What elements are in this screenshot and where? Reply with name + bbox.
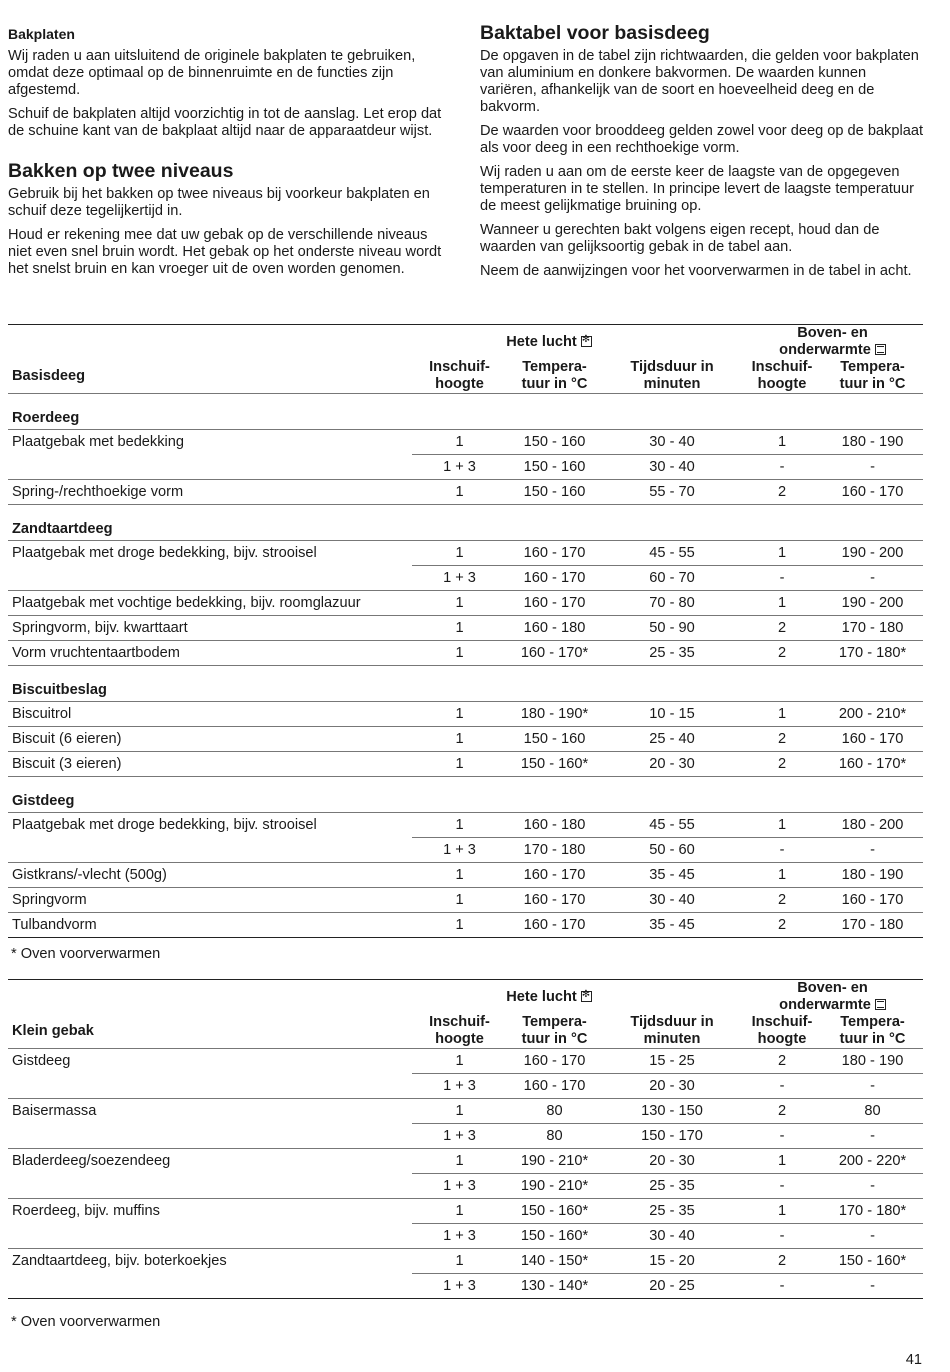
cell-value: 1	[412, 1149, 507, 1174]
cell-value: 150 - 160*	[507, 1224, 602, 1249]
section-title: Zandtaartdeeg	[8, 505, 923, 541]
table-row	[8, 616, 923, 641]
table-row	[8, 1174, 923, 1199]
cell-value: -	[742, 1224, 822, 1249]
column-header: Tempera- tuur in °C	[507, 1014, 602, 1049]
table-row	[8, 813, 923, 838]
table-row	[8, 541, 923, 566]
cell-value: 170 - 180	[822, 913, 923, 938]
cell-value: 150 - 160	[507, 455, 602, 480]
column-header: Inschuif- hoogte	[412, 1014, 507, 1049]
cell-value: 180 - 190	[822, 1049, 923, 1074]
cell-value: -	[822, 1124, 923, 1149]
cell-value: 1	[742, 1199, 822, 1224]
cell-value: 150 - 160	[507, 430, 602, 455]
cell-value: 1	[412, 480, 507, 505]
cell-value: 1	[742, 430, 822, 455]
column-header: Inschuif- hoogte	[412, 359, 507, 394]
cell-value: 25 - 35	[602, 1199, 742, 1224]
cell-value: 2	[742, 913, 822, 938]
cell-value: 190 - 200	[822, 541, 923, 566]
cell-value: 1	[742, 702, 822, 727]
cell-value: 30 - 40	[602, 455, 742, 480]
cell-value: 1 + 3	[412, 455, 507, 480]
cell-value: 55 - 70	[602, 480, 742, 505]
cell-value: 2	[742, 752, 822, 777]
page	[8, 0, 923, 1330]
row-label: Bladerdeeg/soezendeeg	[12, 1153, 171, 1170]
cell-value: 1	[742, 863, 822, 888]
cell-value: 160 - 170	[507, 863, 602, 888]
cell-value: 20 - 25	[602, 1274, 742, 1299]
fan-icon	[581, 336, 592, 347]
cell-value: 160 - 170	[507, 541, 602, 566]
row-label: Springvorm	[8, 888, 412, 913]
paragraph: De opgaven in de tabel zijn richtwaarden, die gelden voor bakplaten van aluminium en donkere bakvormen. De waarden kunnen variëren, afhankelijk van de soort en hoeveelheid deeg en de bakvorm.	[480, 48, 919, 115]
cell-value: 10 - 15	[602, 702, 742, 727]
cell-value: 200 - 210*	[822, 702, 923, 727]
table-row	[8, 1124, 923, 1149]
paragraph: Houd er rekening mee dat uw gebak op de verschillende niveaus niet even snel bruin wordt. Het gebak op het onderste niveau wordt het snelst bruin en kan vroeger uit de oven worden genomen.	[8, 227, 442, 277]
mode-label: Boven- en	[797, 980, 868, 996]
cell-value: 190 - 210*	[507, 1149, 602, 1174]
cell-value: 190 - 210*	[507, 1174, 602, 1199]
baktabel-klein-gebak	[8, 979, 923, 1299]
cell-value: 1	[742, 813, 822, 838]
row-label: Vorm vruchtentaartbodem	[8, 641, 412, 666]
top-bottom-heat-icon	[875, 344, 886, 355]
cell-value: 80	[507, 1099, 602, 1124]
cell-value: 1	[412, 1199, 507, 1224]
intro-columns	[8, 0, 923, 287]
table-row	[8, 702, 923, 727]
top-bottom-heat-icon	[875, 999, 886, 1010]
paragraph: Neem de aanwijzingen voor het voorverwarmen in de tabel in acht.	[480, 263, 912, 279]
cell-value: 140 - 150*	[507, 1249, 602, 1274]
row-label: Roerdeeg, bijv. muffins	[12, 1203, 160, 1220]
baktabel-basisdeeg	[8, 324, 923, 938]
column-header: Inschuif- hoogte	[742, 359, 822, 394]
row-label: Plaatgebak met droge bedekking, bijv. strooisel	[12, 817, 317, 834]
cell-value: 150 - 160*	[822, 1249, 923, 1274]
cell-value: 2	[742, 1099, 822, 1124]
cell-value: -	[822, 566, 923, 591]
cell-value: 1	[412, 863, 507, 888]
mode-label: Hete lucht	[506, 333, 577, 350]
header-row-modes	[8, 980, 923, 1015]
table-row	[8, 566, 923, 591]
table-row	[8, 913, 923, 938]
row-label: Gistkrans/-vlecht (500g)	[8, 863, 412, 888]
row-label: Zandtaartdeeg, bijv. boterkoekjes	[12, 1253, 227, 1270]
cell-value: 1	[742, 591, 822, 616]
cell-value: 160 - 180	[507, 813, 602, 838]
mode-hete-lucht	[412, 980, 742, 1015]
cell-value: -	[822, 1074, 923, 1099]
cell-value: 150 - 160	[507, 480, 602, 505]
cell-value: -	[742, 1174, 822, 1199]
section-title: Biscuitbeslag	[8, 666, 923, 702]
table-row	[8, 838, 923, 863]
cell-value: 1	[412, 913, 507, 938]
row-label	[8, 1074, 412, 1099]
cell-value: 1	[412, 813, 507, 838]
table-row	[8, 1099, 923, 1124]
table-title: Basisdeeg	[8, 359, 412, 394]
cell-value: 170 - 180*	[822, 641, 923, 666]
cell-value: 1 + 3	[412, 838, 507, 863]
cell-value: 160 - 170	[822, 727, 923, 752]
cell-value: 1	[412, 888, 507, 913]
cell-value: 45 - 55	[602, 541, 742, 566]
cell-value: 30 - 40	[602, 1224, 742, 1249]
row-label: Plaatgebak met vochtige bedekking, bijv. roomglazuur	[8, 591, 412, 616]
cell-value: 1	[742, 1149, 822, 1174]
cell-value: 150 - 160*	[507, 752, 602, 777]
cell-value: -	[742, 1274, 822, 1299]
cell-value: 1	[412, 1049, 507, 1074]
cell-value: 35 - 45	[602, 863, 742, 888]
cell-value: 160 - 170*	[507, 641, 602, 666]
cell-value: 2	[742, 888, 822, 913]
cell-value: 15 - 25	[602, 1049, 742, 1074]
cell-value: 160 - 170	[822, 480, 923, 505]
mode-label: onderwarmte	[779, 997, 871, 1013]
cell-value: 1	[412, 702, 507, 727]
cell-value: 170 - 180	[507, 838, 602, 863]
paragraph: Wij raden u aan om de eerste keer de laagste van de opgegeven temperaturen in te stellen. In principe levert de laagste temperatuur de meest gelijkmatige bruining op.	[480, 164, 915, 214]
table-row	[8, 591, 923, 616]
cell-value: 1 + 3	[412, 1074, 507, 1099]
paragraph: Gebruik bij het bakken op twee niveaus bij voorkeur bakplaten en schuif deze tegelijkertijd in.	[8, 186, 430, 219]
table-row	[8, 1249, 923, 1274]
row-label: Springvorm, bijv. kwarttaart	[8, 616, 412, 641]
table-row	[8, 1274, 923, 1299]
row-label: Tulbandvorm	[8, 913, 412, 938]
cell-value: 1	[412, 616, 507, 641]
cell-value: -	[742, 566, 822, 591]
row-label	[8, 1274, 412, 1299]
cell-value: 1	[742, 541, 822, 566]
row-label: Plaatgebak met bedekking	[12, 434, 184, 451]
table-title: Klein gebak	[8, 1014, 412, 1049]
mode-label: Hete lucht	[506, 988, 577, 1005]
cell-value: 1	[412, 430, 507, 455]
cell-value: 45 - 55	[602, 813, 742, 838]
cell-value: 1	[412, 1249, 507, 1274]
cell-value: 160 - 170	[507, 566, 602, 591]
left-column	[8, 0, 453, 287]
table-row	[8, 1049, 923, 1074]
cell-value: 25 - 35	[602, 1174, 742, 1199]
cell-value: -	[822, 1224, 923, 1249]
row-label: Gistdeeg	[12, 1053, 71, 1070]
cell-value: 1	[412, 1099, 507, 1124]
cell-value: 2	[742, 727, 822, 752]
cell-value: 30 - 40	[602, 430, 742, 455]
cell-value: -	[822, 1274, 923, 1299]
paragraph: Wanneer u gerechten bakt volgens eigen recept, houd dan de waarden van gelijksoortig gebak in de tabel aan.	[480, 222, 880, 255]
cell-value: 1	[412, 541, 507, 566]
cell-value: 160 - 170*	[822, 752, 923, 777]
table-row	[8, 1199, 923, 1224]
cell-value: 50 - 90	[602, 616, 742, 641]
cell-value: 2	[742, 1049, 822, 1074]
cell-value: 180 - 190	[822, 430, 923, 455]
heading-bakken-twee-niveaus: Bakken op twee niveaus	[8, 160, 234, 182]
section-header	[8, 777, 923, 813]
column-header: Tempera- tuur in °C	[507, 359, 602, 394]
row-label	[8, 1224, 412, 1249]
row-label	[8, 566, 412, 591]
section-header	[8, 666, 923, 702]
paragraph: De waarden voor brooddeeg gelden zowel voor deeg op de bakplaat als voor deeg in een rechthoekige vorm.	[480, 123, 923, 156]
cell-value: 1 + 3	[412, 1224, 507, 1249]
table-row	[8, 1149, 923, 1174]
paragraph: Schuif de bakplaten altijd voorzichtig in tot de aanslag. Let erop dat de schuine kant van de bakplaat altijd naar de apparaatdeur wijst.	[8, 106, 442, 139]
cell-value: 160 - 170	[507, 888, 602, 913]
cell-value: 1 + 3	[412, 1124, 507, 1149]
heading-baktabel: Baktabel voor basisdeeg	[480, 22, 710, 44]
cell-value: -	[742, 455, 822, 480]
table-row	[8, 455, 923, 480]
paragraph: Wij raden u aan uitsluitend de originele bakplaten te gebruiken, omdat deze optimaal op de binnenruimte en de functies zijn afgestemd.	[8, 48, 416, 98]
row-label	[8, 1174, 412, 1199]
cell-value: 180 - 190*	[507, 702, 602, 727]
cell-value: -	[822, 455, 923, 480]
table-row	[8, 1074, 923, 1099]
footnote: * Oven voorverwarmen	[11, 946, 161, 962]
section-header	[8, 505, 923, 541]
table-row	[8, 727, 923, 752]
cell-value: 1	[412, 591, 507, 616]
page-number: 41	[905, 1352, 922, 1368]
row-label: Spring-/rechthoekige vorm	[8, 480, 412, 505]
cell-value: -	[742, 838, 822, 863]
row-label	[8, 838, 412, 863]
cell-value: 1 + 3	[412, 1274, 507, 1299]
cell-value: 130 - 140*	[507, 1274, 602, 1299]
header-row-modes	[8, 325, 923, 360]
cell-value: 20 - 30	[602, 752, 742, 777]
cell-value: 160 - 170	[507, 1049, 602, 1074]
row-label: Baisermassa	[12, 1103, 97, 1120]
cell-value: 2	[742, 616, 822, 641]
cell-value: -	[822, 1174, 923, 1199]
cell-value: 150 - 170	[602, 1124, 742, 1149]
footnote: * Oven voorverwarmen	[11, 1314, 161, 1330]
cell-value: 2	[742, 1249, 822, 1274]
table-row	[8, 430, 923, 455]
cell-value: -	[822, 838, 923, 863]
header-row-columns	[8, 1014, 923, 1049]
cell-value: 60 - 70	[602, 566, 742, 591]
cell-value: 25 - 40	[602, 727, 742, 752]
cell-value: 20 - 30	[602, 1149, 742, 1174]
cell-value: 150 - 160*	[507, 1199, 602, 1224]
section-title: Roerdeeg	[8, 394, 923, 430]
cell-value: 70 - 80	[602, 591, 742, 616]
cell-value: 35 - 45	[602, 913, 742, 938]
column-header: Inschuif- hoogte	[742, 1014, 822, 1049]
cell-value: 1 + 3	[412, 566, 507, 591]
cell-value: 30 - 40	[602, 888, 742, 913]
mode-hete-lucht	[412, 325, 742, 360]
column-header: Tempera- tuur in °C	[822, 1014, 923, 1049]
mode-label: onderwarmte	[779, 342, 871, 358]
cell-value: 160 - 180	[507, 616, 602, 641]
cell-value: 2	[742, 480, 822, 505]
cell-value: 160 - 170	[507, 913, 602, 938]
cell-value: 1 + 3	[412, 1174, 507, 1199]
table-row	[8, 1224, 923, 1249]
row-label	[8, 455, 412, 480]
cell-value: -	[742, 1124, 822, 1149]
right-column	[480, 0, 923, 287]
table-row	[8, 863, 923, 888]
column-header: Tempera- tuur in °C	[822, 359, 923, 394]
header-row-columns	[8, 359, 923, 394]
row-label: Biscuitrol	[8, 702, 412, 727]
row-label: Plaatgebak met droge bedekking, bijv. strooisel	[12, 545, 317, 562]
cell-value: 2	[742, 641, 822, 666]
cell-value: 130 - 150	[602, 1099, 742, 1124]
cell-value: 1	[412, 727, 507, 752]
cell-value: 200 - 220*	[822, 1149, 923, 1174]
cell-value: -	[742, 1074, 822, 1099]
cell-value: 25 - 35	[602, 641, 742, 666]
cell-value: 15 - 20	[602, 1249, 742, 1274]
table-row	[8, 480, 923, 505]
fan-icon	[581, 991, 592, 1002]
cell-value: 170 - 180*	[822, 1199, 923, 1224]
row-label	[8, 1124, 412, 1149]
cell-value: 150 - 160	[507, 727, 602, 752]
cell-value: 160 - 170	[822, 888, 923, 913]
cell-value: 1	[412, 641, 507, 666]
cell-value: 1	[412, 752, 507, 777]
mode-boven-onderwarmte	[742, 325, 923, 360]
column-header: Tijdsduur in minuten	[602, 1014, 742, 1049]
section-header	[8, 394, 923, 430]
cell-value: 190 - 200	[822, 591, 923, 616]
heading-bakplaten: Bakplaten	[8, 26, 75, 42]
table-row	[8, 641, 923, 666]
row-label: Biscuit (6 eieren)	[8, 727, 412, 752]
cell-value: 180 - 190	[822, 863, 923, 888]
row-label: Biscuit (3 eieren)	[8, 752, 412, 777]
mode-label: Boven- en	[797, 325, 868, 341]
cell-value: 170 - 180	[822, 616, 923, 641]
cell-value: 20 - 30	[602, 1074, 742, 1099]
column-header: Tijdsduur in minuten	[602, 359, 742, 394]
cell-value: 160 - 170	[507, 591, 602, 616]
table-row	[8, 752, 923, 777]
cell-value: 50 - 60	[602, 838, 742, 863]
section-title: Gistdeeg	[8, 777, 923, 813]
table-row	[8, 888, 923, 913]
mode-boven-onderwarmte	[742, 980, 923, 1015]
cell-value: 80	[822, 1099, 923, 1124]
cell-value: 180 - 200	[822, 813, 923, 838]
cell-value: 160 - 170	[507, 1074, 602, 1099]
cell-value: 80	[507, 1124, 602, 1149]
